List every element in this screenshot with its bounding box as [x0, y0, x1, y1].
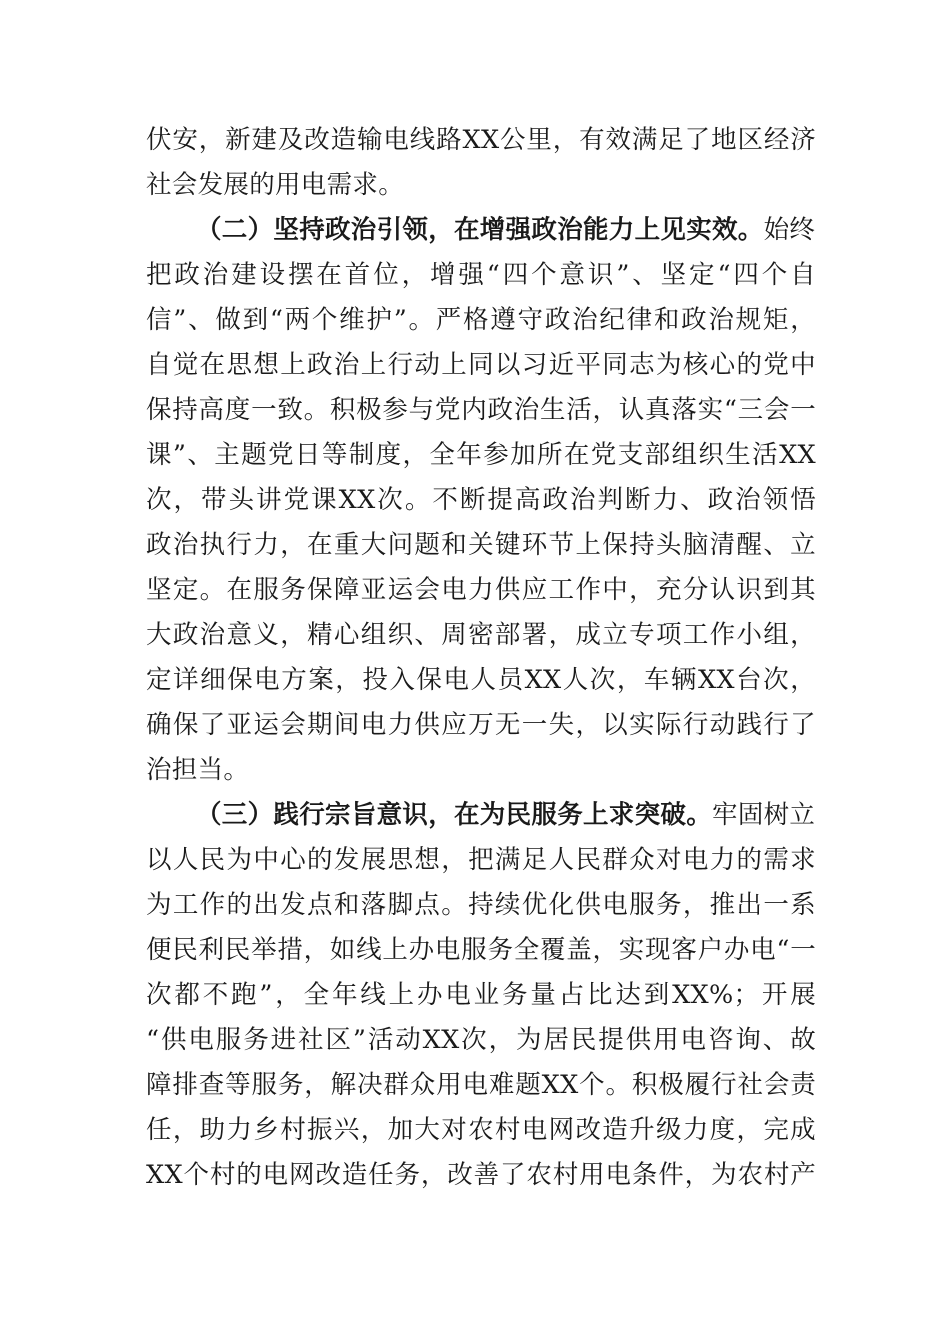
section-heading-2: （二）坚持政治引领，在增强政治能力上见实效。	[196, 215, 764, 245]
paragraph-2-line-last: 治担当。	[146, 755, 250, 785]
paragraph-3-line: 以人民为中心的发展思想，把满足人民群众对电力的需求	[146, 845, 816, 875]
paragraph-3-line: 障排查等服务，解决群众用电难题XX个。积极履行社会责	[146, 1070, 816, 1100]
paragraph-3-line: 任，助力乡村振兴，加大对农村电网改造升级力度，完成	[146, 1115, 816, 1145]
paragraph-3-first-line-text: 牢固树立	[712, 800, 816, 830]
paragraph-2-line: 信”、做到“两个维护”。严格遵守政治纪律和政治规矩，	[146, 305, 816, 335]
section-heading-3: （三）践行宗旨意识，在为民服务上求突破。	[196, 800, 713, 830]
paragraph-1-line-1: 伏安，新建及改造输电线路XX公里，有效满足了地区经济	[146, 125, 816, 155]
paragraph-2-first-line	[196, 208, 816, 253]
paragraph-2-line: 保持高度一致。积极参与党内政治生活，认真落实“三会一	[146, 395, 816, 425]
paragraph-2-line: 政治执行力，在重大问题和关键环节上保持头脑清醒、立	[146, 530, 816, 560]
paragraph-3-line: 便民利民举措，如线上办电服务全覆盖，实现客户办电“一	[146, 935, 816, 965]
paragraph-2-line: 大政治意义，精心组织、周密部署，成立专项工作小组，	[146, 620, 816, 650]
paragraph-3-line: XX个村的电网改造任务，改善了农村用电条件，为农村产	[146, 1160, 816, 1190]
paragraph-2-first-line-text: 始终	[763, 215, 816, 245]
paragraph-2-line: 定详细保电方案，投入保电人员XX人次，车辆XX台次，	[146, 665, 816, 695]
paragraph-2-line: 坚定。在服务保障亚运会电力供应工作中，充分认识到其	[146, 575, 816, 605]
paragraph-2-line: 把政治建设摆在首位，增强“四个意识”、坚定“四个自	[146, 260, 816, 290]
paragraph-2-line: 确保了亚运会期间电力供应万无一失，以实际行动践行了	[146, 710, 816, 740]
paragraph-2-line: 自觉在思想上政治上行动上同以习近平同志为核心的党中	[146, 350, 816, 380]
paragraph-3-line: 次都不跑”，全年线上办电业务量占比达到XX%；开展	[146, 980, 816, 1010]
paragraph-3-first-line	[196, 793, 816, 838]
paragraph-3-line: “供电服务进社区”活动XX次，为居民提供用电咨询、故	[146, 1025, 816, 1055]
paragraph-2-line: 次，带头讲党课XX次。不断提高政治判断力、政治领悟	[146, 485, 816, 515]
paragraph-1-line-2: 社会发展的用电需求。	[146, 170, 405, 200]
paragraph-3-line: 为工作的出发点和落脚点。持续优化供电服务，推出一系	[146, 890, 816, 920]
paragraph-2-line: 课”、主题党日等制度，全年参加所在党支部组织生活XX	[146, 440, 816, 470]
